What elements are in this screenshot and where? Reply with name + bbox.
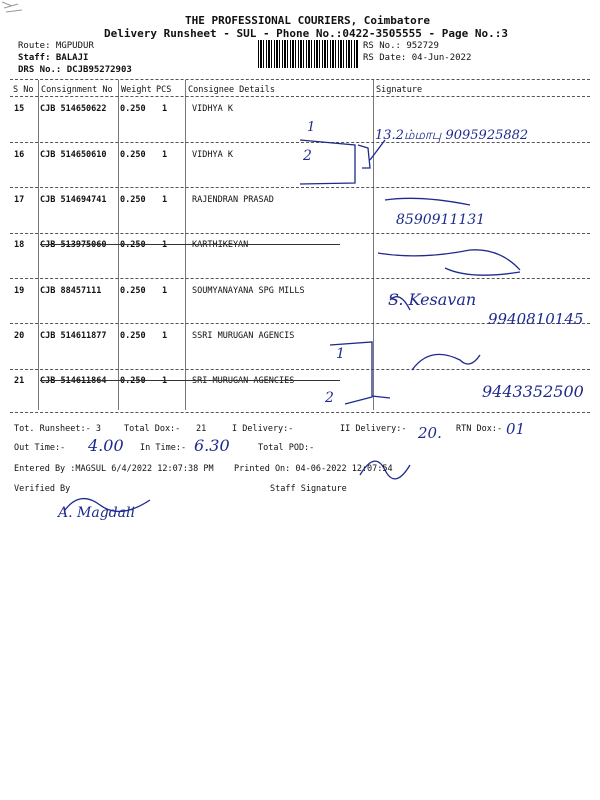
total-pod-label: Total POD:- bbox=[258, 443, 315, 453]
row-consignment: CJB 514611864 bbox=[40, 376, 107, 386]
col-header-pcs: PCS bbox=[156, 85, 172, 95]
row-weight: 0.250 bbox=[120, 286, 146, 296]
out-time-label: Out Time:- bbox=[14, 443, 66, 453]
handwritten-mark: 2 bbox=[303, 148, 312, 164]
row-weight: 0.250 bbox=[120, 104, 146, 114]
row-sno: 15 bbox=[14, 104, 25, 114]
row-consignment: CJB 514694741 bbox=[40, 195, 107, 205]
row-consignment: CJB 514650622 bbox=[40, 104, 107, 114]
row-consignment: CJB 88457111 bbox=[40, 286, 102, 296]
row-consignee: SSRI MURUGAN AGENCIS bbox=[192, 331, 295, 341]
row-weight: 0.250 bbox=[120, 195, 146, 205]
rtn-dox-value: 01 bbox=[506, 420, 526, 438]
row-pcs: 1 bbox=[162, 104, 168, 114]
handwritten-phone: 8590911131 bbox=[396, 212, 486, 228]
in-time-value: 6.30 bbox=[194, 436, 230, 455]
col-header-sno: S No bbox=[13, 85, 34, 95]
in-time-label: In Time:- bbox=[140, 443, 187, 453]
row-consignee: VIDHYA K bbox=[192, 104, 233, 114]
row-consignee: VIDHYA K bbox=[192, 150, 233, 160]
verified-by-label: Verified By bbox=[14, 484, 71, 494]
row-consignment: CJB 513975060 bbox=[40, 240, 107, 250]
row-sno: 18 bbox=[14, 240, 25, 250]
handwritten-mark: 1 bbox=[307, 120, 316, 135]
row-consignee: SRI MURUGAN AGENCIES bbox=[192, 376, 295, 386]
row-pcs: 1 bbox=[162, 150, 168, 160]
handwritten-signature: S. Kesavan bbox=[388, 290, 477, 309]
row-pcs: 1 bbox=[162, 331, 168, 341]
row-sno: 21 bbox=[14, 376, 25, 386]
total-dox-value: 21 bbox=[196, 424, 207, 434]
route-label: Route: MGPUDUR bbox=[18, 41, 94, 51]
col-header-consignment: Consignment No bbox=[41, 85, 113, 95]
row-sno: 16 bbox=[14, 150, 25, 160]
handwritten-phone: 13.2ம்மாபு 9095925882 bbox=[375, 128, 529, 143]
row-consignee: SOUMYANAYANA SPG MILLS bbox=[192, 286, 305, 296]
rtn-dox-label: RTN Dox:- bbox=[456, 424, 503, 434]
row-pcs: 1 bbox=[162, 376, 168, 386]
staff-signature-label: Staff Signature bbox=[270, 484, 347, 494]
row-consignee: KARTHIKEYAN bbox=[192, 240, 249, 250]
row-consignee: RAJENDRAN PRASAD bbox=[192, 195, 274, 205]
row-sno: 19 bbox=[14, 286, 25, 296]
i-delivery-label: I Delivery:- bbox=[232, 424, 294, 434]
row-weight: 0.250 bbox=[120, 331, 146, 341]
row-sno: 20 bbox=[14, 331, 25, 341]
row-consignment: CJB 514650610 bbox=[40, 150, 107, 160]
row-weight: 0.250 bbox=[120, 376, 146, 386]
row-pcs: 1 bbox=[162, 195, 168, 205]
row-weight: 0.250 bbox=[120, 240, 146, 250]
out-time-value: 4.00 bbox=[88, 436, 124, 455]
tot-runsheet: Tot. Runsheet:- 3 bbox=[14, 424, 101, 434]
col-header-weight: Weight bbox=[121, 85, 152, 95]
drs-number: DRS No.: DCJB95272903 bbox=[18, 65, 132, 75]
document-title: THE PROFESSIONAL COURIERS, Coimbatore bbox=[185, 14, 431, 27]
row-sno: 17 bbox=[14, 195, 25, 205]
col-header-consignee: Consignee Details bbox=[188, 85, 275, 95]
row-weight: 0.250 bbox=[120, 150, 146, 160]
handwritten-mark: 1 bbox=[336, 346, 345, 362]
document-subtitle: Delivery Runsheet - SUL - Phone No.:0422-3505555 - Page No.:3 bbox=[104, 27, 508, 40]
ii-delivery-label: II Delivery:- bbox=[340, 424, 407, 434]
rs-number: RS No.: 952729 bbox=[363, 41, 439, 51]
total-dox-label: Total Dox:- bbox=[124, 424, 181, 434]
rs-date: RS Date: 04-Jun-2022 bbox=[363, 53, 472, 63]
entered-by: Entered By :MAGSUL 6/4/2022 12:07:38 PM bbox=[14, 464, 214, 474]
row-pcs: 1 bbox=[162, 286, 168, 296]
ii-delivery-value: 20. bbox=[418, 424, 442, 442]
handwritten-phone: 9443352500 bbox=[482, 382, 584, 401]
col-header-signature: Signature bbox=[376, 85, 423, 95]
staff-label: Staff: BALAJI bbox=[18, 53, 89, 63]
row-pcs: 1 bbox=[162, 240, 168, 250]
handwritten-phone: 9940810145 bbox=[488, 310, 584, 328]
verified-signature: A. Magdali bbox=[58, 505, 135, 521]
printed-on: Printed On: 04-06-2022 12:07:54 bbox=[234, 464, 393, 474]
handwritten-mark: 2 bbox=[325, 390, 334, 406]
row-consignment: CJB 514611877 bbox=[40, 331, 107, 341]
